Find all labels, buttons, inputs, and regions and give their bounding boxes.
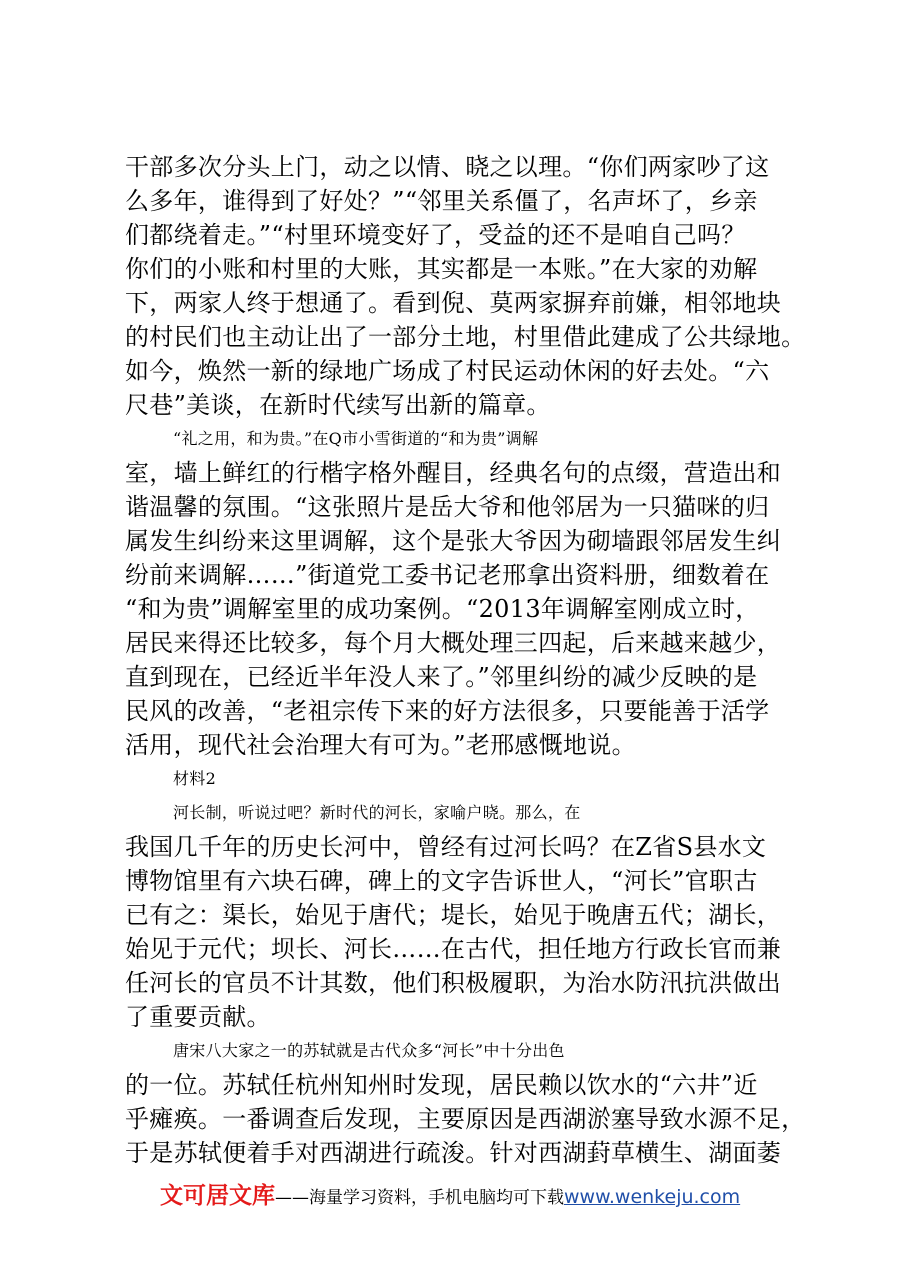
- text-line: 河长制，听说过吧？新时代的河长，家喻户晓。那么，在: [173, 803, 581, 822]
- text-line: 直到现在，已经近半年没人来了。”邻里纠纷的减少反映的是: [125, 663, 758, 691]
- text-line: 材料2: [173, 769, 217, 788]
- text-line: 活用，现代社会治理大有可为。”老邢感慨地说。: [125, 731, 636, 759]
- text-line: 始见于元代；坝长、河长……在古代，担任地方行政长官而兼: [125, 935, 782, 963]
- text-line: 已有之：渠长，始见于唐代；堤长，始见于晚唐五代；湖长，: [125, 901, 782, 929]
- text-line: 我国几千年的历史长河中，曾经有过河长吗？在Z省S县水文: [125, 833, 767, 861]
- text-line: 的一位。苏轼任杭州知州时发现，居民赖以饮水的“六井”近: [125, 1071, 758, 1099]
- text-line: 们都绕着走。”“村里环境变好了，受益的还不是咱自己吗？: [125, 221, 746, 249]
- text-line: 如今，焕然一新的绿地广场成了村民运动休闲的好去处。“六: [125, 357, 770, 385]
- text-line: 干部多次分头上门，动之以情、晓之以理。“你们两家吵了这: [125, 153, 770, 181]
- footer-dash: ——: [275, 1188, 309, 1208]
- text-line: 纷前来调解……”街道党工委书记老邢拿出资料册，细数着在: [125, 561, 770, 589]
- text-line: 的村民们也主动让出了一部分土地，村里借此建成了公共绿地。: [125, 323, 806, 351]
- footer-brand: 文可居文库: [160, 1183, 275, 1209]
- text-line: 博物馆里有六块石碑，碑上的文字告诉世人，“河长”官职古: [125, 867, 758, 895]
- text-line: 了重要贡献。: [125, 1003, 271, 1031]
- text-line: 下，两家人终于想通了。看到倪、莫两家摒弃前嫌，相邻地块: [125, 289, 782, 317]
- text-line: “礼之用，和为贵。”在Q市小雪街道的“和为贵”调解: [173, 429, 539, 448]
- text-line: “和为贵”调解室里的成功案例。“2013年调解室刚成立时，: [125, 595, 760, 623]
- text-line: 任河长的官员不计其数，他们积极履职，为治水防汛抗洪做出: [125, 969, 782, 997]
- footer-slogan: 海量学习资料，手机电脑均可下载: [309, 1188, 564, 1208]
- footer-link[interactable]: www.wenkeju.com: [564, 1186, 741, 1208]
- footer-banner: [160, 1181, 740, 1211]
- text-line: 居民来得还比较多，每个月大概处理三四起，后来越来越少，: [125, 629, 782, 657]
- text-line: 么多年，谁得到了好处？”“邻里关系僵了，名声坏了，乡亲: [125, 187, 758, 215]
- text-line: 于是苏轼便着手对西湖进行疏浚。针对西湖葑草横生、湖面萎: [125, 1139, 782, 1167]
- text-line: 谐温馨的氛围。“这张照片是岳大爷和他邻居为一只猫咪的归: [125, 493, 770, 521]
- text-line: 属发生纠纷来这里调解，这个是张大爷因为砌墙跟邻居发生纠: [125, 527, 782, 555]
- text-line: 尺巷”美谈，在新时代续写出新的篇章。: [125, 391, 551, 419]
- text-line: 乎瘫痪。一番调查后发现，主要原因是西湖淤塞导致水源不足，: [125, 1105, 806, 1133]
- text-line: 民风的改善，“老祖宗传下来的好方法很多，只要能善于活学: [125, 697, 770, 725]
- document-body: [125, 150, 815, 1170]
- text-line: 室，墙上鲜红的行楷字格外醒目，经典名句的点缀，营造出和: [125, 459, 782, 487]
- text-line: 唐宋八大家之一的苏轼就是古代众多“河长”中十分出色: [173, 1041, 565, 1060]
- text-line: 你们的小账和村里的大账，其实都是一本账。”在大家的劝解: [125, 255, 758, 283]
